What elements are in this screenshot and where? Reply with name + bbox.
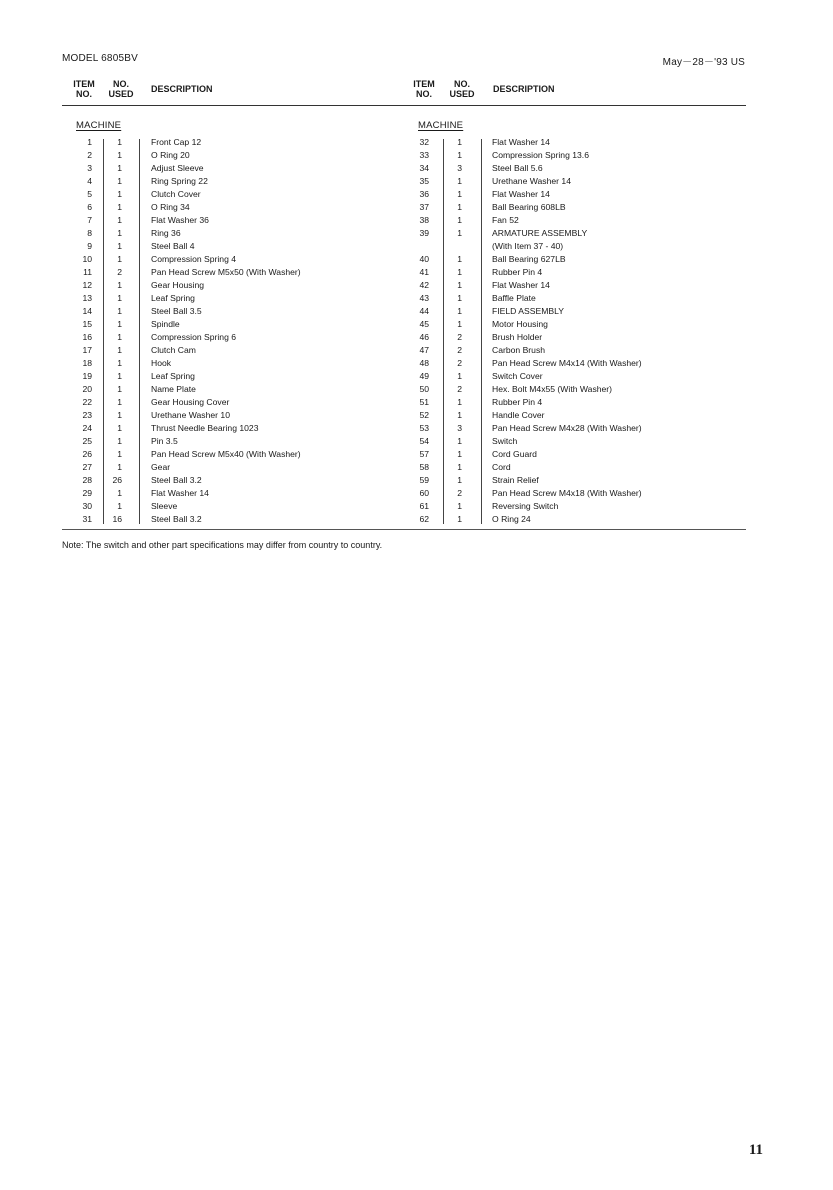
quantity-used: 1 bbox=[117, 254, 122, 264]
item-number: 39 bbox=[419, 228, 429, 238]
table-row bbox=[405, 474, 745, 487]
table-row bbox=[62, 292, 402, 305]
item-number: 33 bbox=[419, 150, 429, 160]
table-row bbox=[405, 370, 745, 383]
item-number: 11 bbox=[83, 267, 92, 277]
description-heading-right: DESCRIPTION bbox=[493, 84, 555, 94]
table-row bbox=[405, 448, 745, 461]
item-number: 59 bbox=[419, 475, 429, 485]
item-number: 23 bbox=[82, 410, 92, 420]
item-number: 34 bbox=[419, 163, 429, 173]
table-row bbox=[62, 487, 402, 500]
item-number: 49 bbox=[419, 371, 429, 381]
quantity-used: 1 bbox=[457, 436, 462, 446]
table-row bbox=[62, 253, 402, 266]
table-row bbox=[405, 357, 745, 370]
quantity-used: 1 bbox=[117, 150, 122, 160]
table-row bbox=[405, 318, 745, 331]
part-description: FIELD ASSEMBLY bbox=[492, 306, 564, 316]
quantity-used: 1 bbox=[117, 449, 122, 459]
part-description: Thrust Needle Bearing 1023 bbox=[151, 423, 259, 433]
quantity-used: 1 bbox=[117, 228, 122, 238]
quantity-used: 1 bbox=[117, 332, 122, 342]
quantity-used: 1 bbox=[457, 475, 462, 485]
quantity-used: 1 bbox=[117, 241, 122, 251]
item-number: 57 bbox=[419, 449, 429, 459]
item-number: 58 bbox=[419, 462, 429, 472]
part-description: Flat Washer 14 bbox=[492, 280, 550, 290]
item-number: 27 bbox=[82, 462, 92, 472]
item-number: 30 bbox=[82, 501, 92, 511]
item-number: 47 bbox=[419, 345, 429, 355]
part-description: Flat Washer 14 bbox=[492, 137, 550, 147]
part-description: Urethane Washer 14 bbox=[492, 176, 571, 186]
table-row bbox=[405, 500, 745, 513]
part-description: Pan Head Screw M4x14 (With Washer) bbox=[492, 358, 642, 368]
part-description: Pan Head Screw M4x18 (With Washer) bbox=[492, 488, 642, 498]
item-number: 54 bbox=[419, 436, 429, 446]
table-row bbox=[405, 253, 745, 266]
part-description: Leaf Spring bbox=[151, 371, 195, 381]
quantity-used: 1 bbox=[457, 371, 462, 381]
item-number: 45 bbox=[419, 319, 429, 329]
table-row bbox=[405, 344, 745, 357]
item-number: 4 bbox=[87, 176, 92, 186]
quantity-used: 1 bbox=[117, 358, 122, 368]
item-no-heading bbox=[70, 79, 98, 99]
item-number: 22 bbox=[82, 397, 92, 407]
quantity-used: 1 bbox=[117, 462, 122, 472]
quantity-used: 1 bbox=[457, 410, 462, 420]
quantity-used: 2 bbox=[457, 332, 462, 342]
part-description: Leaf Spring bbox=[151, 293, 195, 303]
part-description: Strain Relief bbox=[492, 475, 539, 485]
item-number: 46 bbox=[419, 332, 429, 342]
table-row bbox=[405, 461, 745, 474]
table-row bbox=[405, 214, 745, 227]
quantity-used: 1 bbox=[117, 436, 122, 446]
description-heading: DESCRIPTION bbox=[151, 84, 213, 94]
quantity-used: 16 bbox=[112, 514, 122, 524]
part-description: Ring 36 bbox=[151, 228, 181, 238]
document-date: May－28－'93 US bbox=[662, 57, 745, 68]
part-description: ARMATURE ASSEMBLY bbox=[492, 228, 588, 238]
part-description: Ball Bearing 627LB bbox=[492, 254, 566, 264]
item-number: 17 bbox=[82, 345, 92, 355]
table-row bbox=[62, 227, 402, 240]
quantity-used: 26 bbox=[112, 475, 122, 485]
part-description: Clutch Cover bbox=[151, 189, 201, 199]
part-description: Rubber Pin 4 bbox=[492, 397, 543, 407]
part-description: Switch bbox=[492, 436, 518, 446]
quantity-used: 1 bbox=[457, 514, 462, 524]
table-row bbox=[405, 435, 745, 448]
quantity-used: 1 bbox=[117, 384, 122, 394]
item-number: 7 bbox=[87, 215, 92, 225]
table-row bbox=[62, 240, 402, 253]
quantity-used: 1 bbox=[117, 488, 122, 498]
quantity-used: 1 bbox=[457, 449, 462, 459]
quantity-used: 1 bbox=[457, 176, 462, 186]
table-row bbox=[62, 318, 402, 331]
item-number: 25 bbox=[82, 436, 92, 446]
table-row bbox=[405, 396, 745, 409]
item-number: 44 bbox=[419, 306, 429, 316]
quantity-used: 1 bbox=[457, 319, 462, 329]
table-row bbox=[62, 305, 402, 318]
part-description: Pan Head Screw M5x50 (With Washer) bbox=[151, 267, 301, 277]
footer-rule bbox=[62, 529, 746, 530]
quantity-used: 1 bbox=[457, 215, 462, 225]
item-number: 8 bbox=[87, 228, 92, 238]
table-row bbox=[62, 370, 402, 383]
part-description: Sleeve bbox=[151, 501, 178, 511]
part-description: Gear bbox=[151, 462, 171, 472]
item-number: 48 bbox=[419, 358, 429, 368]
item-number: 26 bbox=[82, 449, 92, 459]
quantity-used: 1 bbox=[117, 163, 122, 173]
quantity-used: 2 bbox=[457, 384, 462, 394]
table-row bbox=[62, 162, 402, 175]
part-description: O Ring 24 bbox=[492, 514, 531, 524]
part-description: Gear Housing Cover bbox=[151, 397, 230, 407]
part-description: Name Plate bbox=[151, 384, 196, 394]
table-row bbox=[62, 344, 402, 357]
item-number: 29 bbox=[82, 488, 92, 498]
quantity-used: 2 bbox=[457, 345, 462, 355]
parts-list-left bbox=[62, 136, 402, 526]
part-description: Compression Spring 6 bbox=[151, 332, 237, 342]
table-row bbox=[405, 331, 745, 344]
quantity-used: 1 bbox=[117, 345, 122, 355]
quantity-used: 1 bbox=[117, 215, 122, 225]
part-description: Cord Guard bbox=[492, 449, 537, 459]
section-label-machine: MACHINE bbox=[76, 120, 122, 131]
part-description: Pan Head Screw M4x28 (With Washer) bbox=[492, 423, 642, 433]
part-description: Steel Ball 5.6 bbox=[492, 163, 543, 173]
item-number: 31 bbox=[82, 514, 92, 524]
item-number: 50 bbox=[419, 384, 429, 394]
part-description: Brush Holder bbox=[492, 332, 543, 342]
table-row bbox=[62, 474, 402, 487]
quantity-used: 1 bbox=[117, 319, 122, 329]
item-number: 19 bbox=[82, 371, 92, 381]
quantity-used: 1 bbox=[457, 293, 462, 303]
part-description: Hex. Bolt M4x55 (With Washer) bbox=[492, 384, 613, 394]
table-row bbox=[62, 149, 402, 162]
quantity-used: 1 bbox=[117, 501, 122, 511]
table-row bbox=[62, 383, 402, 396]
part-description: O Ring 34 bbox=[151, 202, 190, 212]
table-row bbox=[405, 136, 745, 149]
part-description: Clutch Cam bbox=[151, 345, 196, 355]
item-number: 51 bbox=[419, 397, 429, 407]
item-number: 43 bbox=[419, 293, 429, 303]
table-row bbox=[62, 461, 402, 474]
specification-note: Note: The switch and other part specifications may differ from country to country. bbox=[62, 540, 383, 550]
part-description: Steel Ball 3.2 bbox=[151, 475, 202, 485]
table-row bbox=[62, 188, 402, 201]
table-row bbox=[62, 279, 402, 292]
part-description: Handle Cover bbox=[492, 410, 545, 420]
item-heading-line1-right: ITEM bbox=[413, 79, 435, 89]
quantity-used: 1 bbox=[457, 137, 462, 147]
item-number: 62 bbox=[419, 514, 429, 524]
item-number: 60 bbox=[419, 488, 429, 498]
part-description: Carbon Brush bbox=[492, 345, 546, 355]
parts-list-right bbox=[405, 136, 745, 526]
part-description: Rubber Pin 4 bbox=[492, 267, 543, 277]
quantity-used: 1 bbox=[117, 410, 122, 420]
item-heading-line2: NO. bbox=[75, 89, 92, 99]
section-label-machine-right: MACHINE bbox=[418, 120, 464, 131]
item-number: 5 bbox=[87, 189, 92, 199]
part-description: Flat Washer 14 bbox=[492, 189, 550, 199]
no-used-heading-right bbox=[447, 79, 477, 99]
part-description: Reversing Switch bbox=[492, 501, 559, 511]
page-number: 11 bbox=[748, 1142, 763, 1158]
table-row bbox=[405, 162, 745, 175]
table-row bbox=[62, 396, 402, 409]
quantity-used: 1 bbox=[457, 306, 462, 316]
item-number: 13 bbox=[82, 293, 92, 303]
item-number: 36 bbox=[419, 189, 429, 199]
table-row bbox=[405, 292, 745, 305]
quantity-used: 1 bbox=[457, 267, 462, 277]
table-row bbox=[62, 448, 402, 461]
item-number: 53 bbox=[419, 423, 429, 433]
table-row bbox=[62, 214, 402, 227]
part-description: Cord bbox=[492, 462, 511, 472]
used-heading-line2-right: USED bbox=[449, 89, 475, 99]
table-row bbox=[405, 422, 745, 435]
item-number: 3 bbox=[87, 163, 92, 173]
table-row bbox=[62, 266, 402, 279]
quantity-used: 1 bbox=[117, 176, 122, 186]
part-description: Spindle bbox=[151, 319, 180, 329]
no-used-heading bbox=[106, 79, 136, 99]
part-description: Switch Cover bbox=[492, 371, 543, 381]
table-row bbox=[405, 188, 745, 201]
item-number: 37 bbox=[419, 202, 429, 212]
table-row bbox=[405, 279, 745, 292]
part-description: O Ring 20 bbox=[151, 150, 190, 160]
part-description: Ball Bearing 608LB bbox=[492, 202, 566, 212]
quantity-used: 1 bbox=[117, 306, 122, 316]
part-description: Compression Spring 13.6 bbox=[492, 150, 589, 160]
part-description: Pan Head Screw M5x40 (With Washer) bbox=[151, 449, 301, 459]
item-number: 14 bbox=[82, 306, 92, 316]
quantity-used: 1 bbox=[457, 280, 462, 290]
item-number: 9 bbox=[87, 241, 92, 251]
item-number: 6 bbox=[87, 202, 92, 212]
table-row bbox=[405, 175, 745, 188]
part-description: Compression Spring 4 bbox=[151, 254, 237, 264]
table-row bbox=[405, 266, 745, 279]
table-row bbox=[62, 201, 402, 214]
quantity-used: 1 bbox=[457, 397, 462, 407]
table-row bbox=[62, 331, 402, 344]
table-row bbox=[405, 305, 745, 318]
quantity-used: 1 bbox=[457, 462, 462, 472]
table-row bbox=[62, 175, 402, 188]
part-description: Urethane Washer 10 bbox=[151, 410, 230, 420]
item-number: 28 bbox=[82, 475, 92, 485]
table-row bbox=[405, 409, 745, 422]
table-row bbox=[62, 422, 402, 435]
quantity-used: 1 bbox=[117, 371, 122, 381]
quantity-used: 1 bbox=[117, 397, 122, 407]
item-heading-line1: ITEM bbox=[73, 79, 95, 89]
part-description: (With Item 37 - 40) bbox=[492, 241, 564, 251]
quantity-used: 1 bbox=[457, 189, 462, 199]
item-number: 24 bbox=[82, 423, 92, 433]
item-number: 18 bbox=[82, 358, 92, 368]
table-row bbox=[62, 136, 402, 149]
part-description: Steel Ball 3.2 bbox=[151, 514, 202, 524]
item-no-heading-right bbox=[410, 79, 438, 99]
part-description: Front Cap 12 bbox=[151, 137, 202, 147]
quantity-used: 1 bbox=[117, 189, 122, 199]
item-number: 52 bbox=[419, 410, 429, 420]
quantity-used: 2 bbox=[457, 358, 462, 368]
item-number: 20 bbox=[82, 384, 92, 394]
item-heading-line2-right: NO. bbox=[415, 89, 432, 99]
part-description: Flat Washer 14 bbox=[151, 488, 209, 498]
item-number: 38 bbox=[419, 215, 429, 225]
table-row bbox=[62, 409, 402, 422]
part-description: Adjust Sleeve bbox=[151, 163, 204, 173]
quantity-used: 2 bbox=[457, 488, 462, 498]
used-heading-line1-right: NO. bbox=[453, 79, 470, 89]
table-row bbox=[405, 240, 745, 253]
used-heading-line1: NO. bbox=[112, 79, 129, 89]
table-row bbox=[405, 227, 745, 240]
quantity-used: 1 bbox=[117, 280, 122, 290]
quantity-used: 1 bbox=[457, 150, 462, 160]
table-row bbox=[405, 201, 745, 214]
quantity-used: 1 bbox=[457, 228, 462, 238]
quantity-used: 1 bbox=[117, 423, 122, 433]
part-description: Hook bbox=[151, 358, 172, 368]
item-number: 16 bbox=[82, 332, 92, 342]
part-description: Gear Housing bbox=[151, 280, 205, 290]
part-description: Motor Housing bbox=[492, 319, 548, 329]
item-number: 1 bbox=[87, 137, 92, 147]
table-row bbox=[405, 487, 745, 500]
table-row bbox=[405, 149, 745, 162]
part-description: Baffle Plate bbox=[492, 293, 536, 303]
part-description: Flat Washer 36 bbox=[151, 215, 209, 225]
quantity-used: 1 bbox=[457, 501, 462, 511]
part-description: Pin 3.5 bbox=[151, 436, 178, 446]
item-number: 42 bbox=[419, 280, 429, 290]
quantity-used: 1 bbox=[117, 293, 122, 303]
table-row bbox=[62, 435, 402, 448]
quantity-used: 3 bbox=[457, 423, 462, 433]
part-description: Steel Ball 4 bbox=[151, 241, 195, 251]
quantity-used: 1 bbox=[117, 202, 122, 212]
item-number: 10 bbox=[82, 254, 92, 264]
quantity-used: 3 bbox=[457, 163, 462, 173]
item-number: 35 bbox=[419, 176, 429, 186]
part-description: Fan 52 bbox=[492, 215, 519, 225]
part-description: Steel Ball 3.5 bbox=[151, 306, 202, 316]
table-row bbox=[62, 513, 402, 526]
item-number: 40 bbox=[419, 254, 429, 264]
item-number: 32 bbox=[419, 137, 429, 147]
quantity-used: 1 bbox=[457, 202, 462, 212]
item-number: 15 bbox=[82, 319, 92, 329]
table-row bbox=[405, 383, 745, 396]
item-number: 2 bbox=[87, 150, 92, 160]
model-number: MODEL 6805BV bbox=[62, 53, 138, 64]
quantity-used: 1 bbox=[117, 137, 122, 147]
item-number: 61 bbox=[419, 501, 429, 511]
part-description: Ring Spring 22 bbox=[151, 176, 208, 186]
table-row bbox=[405, 513, 745, 526]
used-heading-line2: USED bbox=[108, 89, 134, 99]
header-rule bbox=[62, 105, 746, 106]
table-row bbox=[62, 357, 402, 370]
item-number: 41 bbox=[419, 267, 429, 277]
table-row bbox=[62, 500, 402, 513]
quantity-used: 1 bbox=[457, 254, 462, 264]
quantity-used: 2 bbox=[117, 267, 122, 277]
item-number: 12 bbox=[82, 280, 92, 290]
